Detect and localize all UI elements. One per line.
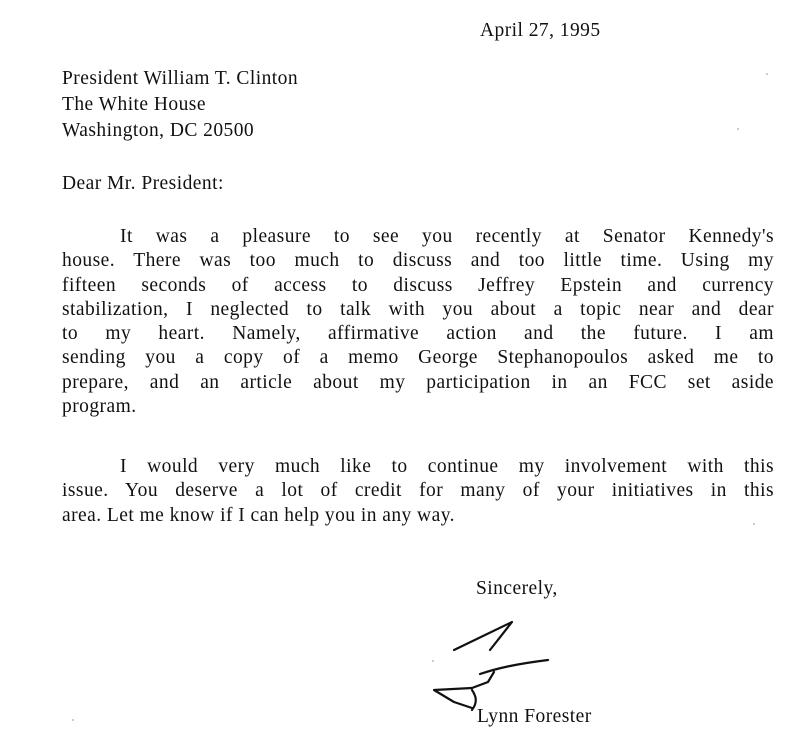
paragraph-line: program.	[62, 396, 137, 418]
salutation: Dear Mr. President:	[62, 173, 224, 194]
signature-stroke	[434, 672, 494, 708]
closing: Sincerely,	[476, 578, 558, 599]
paragraph-line: I would very much like to continue my involvement with this	[120, 456, 774, 477]
paragraph-line: It was a pleasure to see you recently at Senator Kennedy's	[120, 226, 774, 247]
scan-speck	[766, 73, 768, 75]
signature-image	[424, 606, 554, 716]
paragraph-line: prepare, and an article about my participation in an FCC set aside	[62, 371, 774, 393]
letter-date: April 27, 1995	[480, 20, 601, 41]
recipient-address: Washington, DC 20500	[62, 120, 255, 141]
paragraph-line: fifteen seconds of access to discuss Jeffrey Epstein and currency	[62, 274, 774, 296]
scan-speck	[737, 128, 739, 130]
signature-stroke	[454, 622, 512, 650]
scan-speck	[72, 719, 74, 721]
signer-name: Lynn Forester	[477, 706, 592, 727]
paragraph-line: stabilization, I neglected to talk with you about a topic near and dear	[62, 298, 774, 320]
recipient-name: President William T. Clinton	[62, 68, 299, 89]
scan-speck	[753, 523, 755, 525]
signature-stroke	[472, 690, 476, 710]
signature-stroke	[480, 660, 548, 674]
scan-speck	[432, 660, 434, 662]
paragraph-1	[62, 225, 774, 419]
recipient-office: The White House	[62, 94, 206, 115]
paragraph-2	[62, 455, 774, 528]
paragraph-line: issue. You deserve a lot of credit for many of your initiatives in this	[62, 480, 774, 502]
paragraph-line: house. There was too much to discuss and too little time. Using my	[62, 250, 774, 272]
paragraph-line: sending you a copy of a memo George Stephanopoulos asked me to	[62, 347, 774, 369]
paragraph-line: to my heart. Namely, affirmative action and the future. I am	[62, 323, 774, 345]
paragraph-line: area. Let me know if I can help you in any way.	[62, 504, 455, 526]
